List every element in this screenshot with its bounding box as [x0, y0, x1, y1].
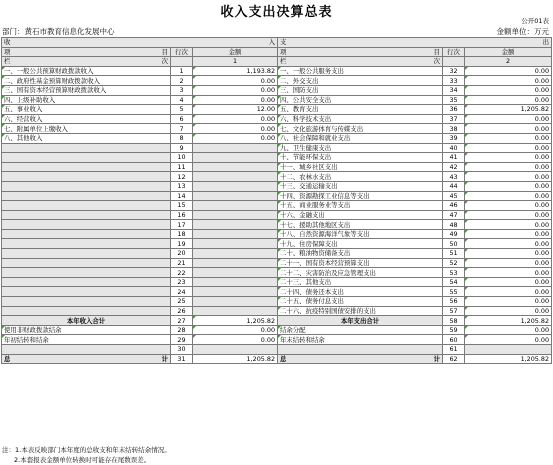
- income-item-cell: [2, 162, 171, 172]
- amount-unit-label: 金额单位：万元: [496, 27, 549, 36]
- table-row: [2, 277, 552, 287]
- table-row: [2, 345, 552, 355]
- income-item-cell: 六、经营收入: [2, 114, 171, 124]
- total-row: [2, 354, 552, 364]
- expense-line-cell: 50: [443, 239, 465, 249]
- income-line-cell: 10: [171, 153, 193, 163]
- expense-item-cell: 结余分配: [278, 325, 443, 335]
- table-row: [2, 258, 552, 268]
- amount-header-left: 金额: [193, 47, 278, 57]
- income-item-cell: [2, 287, 171, 297]
- expense-line-cell: 39: [443, 133, 465, 143]
- total-label-left: 总 计: [2, 354, 171, 364]
- expense-amount-cell: 0.00: [465, 220, 552, 230]
- expense-item-cell: 二、外交支出: [278, 76, 443, 86]
- table-row: [2, 162, 552, 172]
- income-line-cell: 4: [171, 95, 193, 105]
- income-line-cell: 6: [171, 114, 193, 124]
- expense-amount-cell: 0.00: [465, 325, 552, 335]
- income-item-cell: [2, 277, 171, 287]
- table-row: [2, 268, 552, 278]
- expense-amount-cell: 0.00: [465, 335, 552, 345]
- income-amount-cell: [193, 239, 278, 249]
- income-line-cell: 22: [171, 268, 193, 278]
- total-amount-right: 1,205.82: [465, 354, 552, 364]
- expense-line-cell: 51: [443, 249, 465, 259]
- table-row: [2, 297, 552, 307]
- table-row: [2, 143, 552, 153]
- income-amount-cell: 1,193.82: [193, 66, 278, 76]
- income-line-cell: 11: [171, 162, 193, 172]
- expense-amount-cell: 0.00: [465, 277, 552, 287]
- line-blank-left: [171, 57, 193, 67]
- income-line-cell: 23: [171, 277, 193, 287]
- expense-item-cell: 十八、自然资源海洋气象等支出: [278, 229, 443, 239]
- income-amount-cell: 12.00: [193, 105, 278, 115]
- expense-amount-cell: 0.00: [465, 181, 552, 191]
- income-item-cell: [2, 239, 171, 249]
- expense-line-cell: 58: [443, 316, 465, 326]
- income-line-cell: 25: [171, 297, 193, 307]
- income-amount-cell: [193, 268, 278, 278]
- expense-line-cell: 48: [443, 220, 465, 230]
- income-line-cell: 9: [171, 143, 193, 153]
- expense-line-cell: 45: [443, 191, 465, 201]
- expense-item-cell: 四、公共安全支出: [278, 95, 443, 105]
- income-item-cell: [2, 201, 171, 211]
- income-line-cell: 20: [171, 249, 193, 259]
- expense-amount-cell: [465, 345, 552, 355]
- expense-amount-cell: 0.00: [465, 268, 552, 278]
- expense-item-cell: 十一、城乡社区支出: [278, 162, 443, 172]
- table-row: [2, 85, 552, 95]
- header-row-column-numbers: [2, 57, 552, 67]
- income-line-cell: 26: [171, 306, 193, 316]
- note-1: 注：1.本表反映部门本年度的总收支和年末结转结余情况。: [2, 446, 171, 454]
- expense-amount-cell: 0.00: [465, 143, 552, 153]
- expense-line-cell: 42: [443, 162, 465, 172]
- expense-line-cell: 60: [443, 335, 465, 345]
- expense-line-cell: 61: [443, 345, 465, 355]
- expense-amount-cell: 0.00: [465, 85, 552, 95]
- expense-item-cell: 十四、资源勘探工业信息等支出: [278, 191, 443, 201]
- income-amount-cell: 0.00: [193, 325, 278, 335]
- income-item-cell: [2, 153, 171, 163]
- expense-amount-cell: 1,205.82: [465, 316, 552, 326]
- income-line-cell: 27: [171, 316, 193, 326]
- income-line-cell: 28: [171, 325, 193, 335]
- income-amount-cell: [193, 220, 278, 230]
- expense-line-cell: 41: [443, 153, 465, 163]
- income-amount-cell: [193, 191, 278, 201]
- expense-item-cell: 十六、金融支出: [278, 210, 443, 220]
- income-item-cell: [2, 220, 171, 230]
- table-row: [2, 66, 552, 76]
- income-amount-cell: 0.00: [193, 85, 278, 95]
- expense-amount-cell: 0.00: [465, 239, 552, 249]
- expense-amount-cell: 0.00: [465, 287, 552, 297]
- income-item-cell: 三、国有资本经营预算财政拨款收入: [2, 85, 171, 95]
- expense-item-cell: 七、文化旅游体育与传媒支出: [278, 124, 443, 134]
- income-amount-cell: 0.00: [193, 76, 278, 86]
- table-row: [2, 306, 552, 316]
- expense-item-cell: 二十二、灾害防治及应急管理支出: [278, 268, 443, 278]
- expense-line-cell: 37: [443, 114, 465, 124]
- table-row: [2, 249, 552, 259]
- line-blank-right: [443, 57, 465, 67]
- expense-item-cell: 九、卫生健康支出: [278, 143, 443, 153]
- expense-line-cell: 57: [443, 306, 465, 316]
- income-item-cell: 四、上级补助收入: [2, 95, 171, 105]
- table-row: [2, 201, 552, 211]
- table-row: [2, 105, 552, 115]
- income-item-cell: [2, 210, 171, 220]
- expense-line-cell: 35: [443, 95, 465, 105]
- form-code: 公开01表: [521, 17, 549, 25]
- expense-line-cell: 36: [443, 105, 465, 115]
- header-row-columns: [2, 47, 552, 57]
- table-row: [2, 287, 552, 297]
- amount-header-right: 金额: [465, 47, 552, 57]
- expense-item-cell: 十七、援助其他地区支出: [278, 220, 443, 230]
- expense-line-cell: 52: [443, 258, 465, 268]
- expense-item-cell: [278, 345, 443, 355]
- expense-item-cell: 十五、商业服务业等支出: [278, 201, 443, 211]
- total-line-right: 62: [443, 354, 465, 364]
- expense-amount-cell: 0.00: [465, 153, 552, 163]
- expense-amount-cell: 0.00: [465, 66, 552, 76]
- table-row: [2, 133, 552, 143]
- table-row: [2, 191, 552, 201]
- total-amount-left: 1,205.82: [193, 354, 278, 364]
- expense-item-cell: 五、教育支出: [278, 105, 443, 115]
- income-amount-cell: 1,205.82: [193, 316, 278, 326]
- total-line-left: 31: [171, 354, 193, 364]
- income-line-cell: 16: [171, 210, 193, 220]
- expense-item-cell: 十、节能环保支出: [278, 153, 443, 163]
- table-row: [2, 229, 552, 239]
- income-line-cell: 8: [171, 133, 193, 143]
- income-amount-cell: [193, 345, 278, 355]
- expense-amount-cell: 0.00: [465, 297, 552, 307]
- income-item-cell: [2, 249, 171, 259]
- expense-line-cell: 56: [443, 297, 465, 307]
- expense-item-cell: 二十一、国有资本经营预算支出: [278, 258, 443, 268]
- item-header-right: 项 目: [278, 47, 443, 57]
- expense-item-cell: 本年支出合计: [278, 316, 443, 326]
- income-amount-cell: [193, 229, 278, 239]
- income-expense-table: [1, 37, 552, 364]
- expense-amount-cell: 0.00: [465, 210, 552, 220]
- income-item-cell: 七、附属单位上缴收入: [2, 124, 171, 134]
- expense-item-cell: 一、一般公共服务支出: [278, 66, 443, 76]
- income-line-cell: 24: [171, 287, 193, 297]
- expense-item-cell: 二十、粮油物资储备支出: [278, 249, 443, 259]
- income-amount-cell: [193, 249, 278, 259]
- table-row: [2, 239, 552, 249]
- table-row: [2, 210, 552, 220]
- note-2: 2.本套报表金额单位转换时可能存在尾数误差。: [14, 456, 151, 464]
- expense-item-cell: 十二、农林水支出: [278, 172, 443, 182]
- income-line-cell: 13: [171, 181, 193, 191]
- income-item-cell: [2, 181, 171, 191]
- expense-item-cell: 二十六、抗疫特别国债安排的支出: [278, 306, 443, 316]
- income-amount-cell: [193, 210, 278, 220]
- income-line-cell: 3: [171, 85, 193, 95]
- income-line-cell: 2: [171, 76, 193, 86]
- line-header-right: 行次: [443, 47, 465, 57]
- expense-amount-cell: 0.00: [465, 201, 552, 211]
- table-row: [2, 114, 552, 124]
- income-amount-cell: [193, 258, 278, 268]
- income-line-cell: 12: [171, 172, 193, 182]
- col-number-left: 1: [193, 57, 278, 67]
- expense-line-cell: 40: [443, 143, 465, 153]
- expense-item-cell: 年末结转和结余: [278, 335, 443, 345]
- table-row: [2, 95, 552, 105]
- income-line-cell: 18: [171, 229, 193, 239]
- income-line-cell: 21: [171, 258, 193, 268]
- income-line-cell: 17: [171, 220, 193, 230]
- income-item-cell: 本年收入合计: [2, 316, 171, 326]
- expense-amount-cell: 0.00: [465, 191, 552, 201]
- income-line-cell: 15: [171, 201, 193, 211]
- income-amount-cell: 0.00: [193, 95, 278, 105]
- expense-item-cell: 十九、住房保障支出: [278, 239, 443, 249]
- income-line-cell: 19: [171, 239, 193, 249]
- table-row: [2, 124, 552, 134]
- income-line-cell: 5: [171, 105, 193, 115]
- expense-line-cell: 34: [443, 85, 465, 95]
- expense-amount-cell: 1,205.82: [465, 105, 552, 115]
- income-item-cell: 五、事业收入: [2, 105, 171, 115]
- income-amount-cell: [193, 297, 278, 307]
- expense-line-cell: 44: [443, 181, 465, 191]
- income-item-cell: [2, 345, 171, 355]
- expense-line-cell: 53: [443, 268, 465, 278]
- expense-header: 支 出: [278, 38, 552, 48]
- expense-item-cell: 二十三、其他支出: [278, 277, 443, 287]
- income-line-cell: 29: [171, 335, 193, 345]
- income-line-cell: 7: [171, 124, 193, 134]
- income-item-cell: 使用非财政拨款结余: [2, 325, 171, 335]
- income-amount-cell: [193, 201, 278, 211]
- income-line-cell: 1: [171, 66, 193, 76]
- expense-item-cell: 八、社会保障和就业支出: [278, 133, 443, 143]
- income-item-cell: 二、政府性基金预算财政拨款收入: [2, 76, 171, 86]
- expense-item-cell: 十三、交通运输支出: [278, 181, 443, 191]
- table-row: [2, 316, 552, 326]
- expense-line-cell: 33: [443, 76, 465, 86]
- income-item-cell: [2, 258, 171, 268]
- expense-amount-cell: 0.00: [465, 306, 552, 316]
- income-amount-cell: 0.00: [193, 133, 278, 143]
- expense-amount-cell: 0.00: [465, 95, 552, 105]
- expense-item-cell: 三、国防支出: [278, 85, 443, 95]
- expense-amount-cell: 0.00: [465, 249, 552, 259]
- header-row-income-expense: [2, 38, 552, 48]
- income-item-cell: [2, 172, 171, 182]
- department-label: 部门：黄石市教育信息化发展中心: [2, 27, 115, 36]
- income-amount-cell: [193, 162, 278, 172]
- income-line-cell: 14: [171, 191, 193, 201]
- expense-amount-cell: 0.00: [465, 114, 552, 124]
- expense-amount-cell: 0.00: [465, 76, 552, 86]
- income-item-cell: 年初结转和结余: [2, 335, 171, 345]
- income-amount-cell: 0.00: [193, 124, 278, 134]
- expense-line-cell: 32: [443, 66, 465, 76]
- income-amount-cell: 0.00: [193, 335, 278, 345]
- expense-line-cell: 43: [443, 172, 465, 182]
- income-item-cell: [2, 191, 171, 201]
- table-row: [2, 172, 552, 182]
- income-item-cell: 八、其他收入: [2, 133, 171, 143]
- expense-amount-cell: 0.00: [465, 229, 552, 239]
- col-label-left: 栏 次: [2, 57, 171, 67]
- income-amount-cell: [193, 287, 278, 297]
- col-label-right: 栏 次: [278, 57, 443, 67]
- income-amount-cell: [193, 153, 278, 163]
- expense-line-cell: 59: [443, 325, 465, 335]
- income-item-cell: [2, 268, 171, 278]
- income-amount-cell: [193, 181, 278, 191]
- income-item-cell: 一、一般公共预算财政拨款收入: [2, 66, 171, 76]
- table-row: [2, 76, 552, 86]
- table-row: [2, 220, 552, 230]
- income-amount-cell: [193, 172, 278, 182]
- income-amount-cell: [193, 143, 278, 153]
- expense-item-cell: 二十四、债务还本支出: [278, 287, 443, 297]
- expense-line-cell: 47: [443, 210, 465, 220]
- income-item-cell: [2, 143, 171, 153]
- income-amount-cell: [193, 306, 278, 316]
- expense-line-cell: 49: [443, 229, 465, 239]
- expense-item-cell: 六、科学技术支出: [278, 114, 443, 124]
- income-item-cell: [2, 306, 171, 316]
- income-line-cell: 30: [171, 345, 193, 355]
- income-item-cell: [2, 229, 171, 239]
- table-row: [2, 181, 552, 191]
- expense-amount-cell: 0.00: [465, 172, 552, 182]
- item-header-left: 项 目: [2, 47, 171, 57]
- report-title: 收入支出决算总表: [220, 5, 333, 20]
- col-number-right: 2: [465, 57, 552, 67]
- income-item-cell: [2, 297, 171, 307]
- income-amount-cell: [193, 277, 278, 287]
- expense-line-cell: 55: [443, 287, 465, 297]
- total-label-right: 总 计: [278, 354, 443, 364]
- expense-amount-cell: 0.00: [465, 124, 552, 134]
- expense-line-cell: 38: [443, 124, 465, 134]
- income-amount-cell: 0.00: [193, 114, 278, 124]
- line-header-left: 行次: [171, 47, 193, 57]
- expense-line-cell: 54: [443, 277, 465, 287]
- table-row: [2, 325, 552, 335]
- table-row: [2, 153, 552, 163]
- expense-line-cell: 46: [443, 201, 465, 211]
- income-header: 收 入: [2, 38, 278, 48]
- expense-amount-cell: 0.00: [465, 133, 552, 143]
- expense-amount-cell: 0.00: [465, 162, 552, 172]
- expense-amount-cell: 0.00: [465, 258, 552, 268]
- expense-item-cell: 二十五、债务付息支出: [278, 297, 443, 307]
- table-row: [2, 335, 552, 345]
